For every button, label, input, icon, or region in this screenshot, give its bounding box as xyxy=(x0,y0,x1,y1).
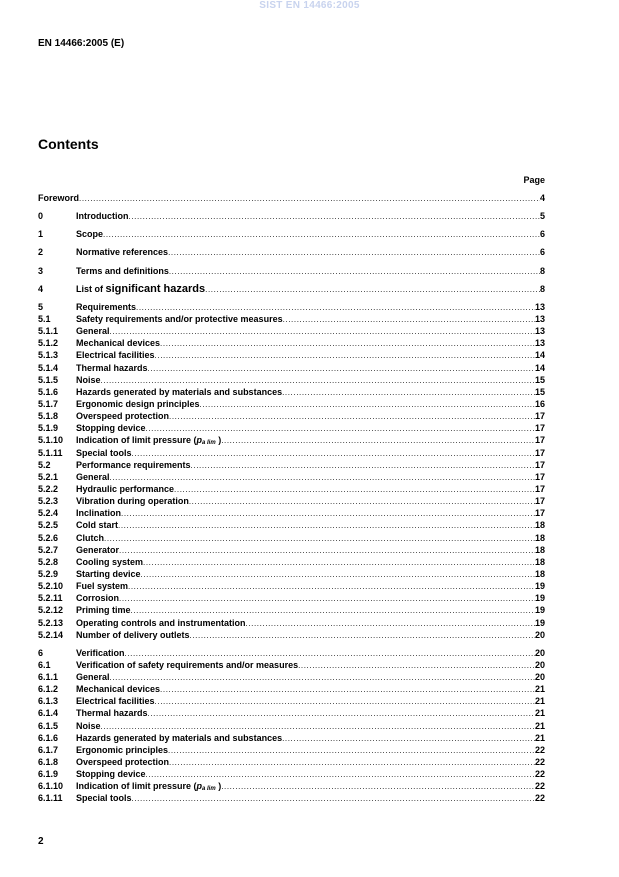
toc-entry-number: 6.1.6 xyxy=(38,732,59,743)
toc-entry-page: 21 xyxy=(534,708,545,719)
dot-leader xyxy=(190,630,535,642)
dot-leader xyxy=(132,793,535,805)
dot-leader xyxy=(79,193,540,205)
toc-entry[interactable] xyxy=(38,192,545,204)
toc-entry[interactable] xyxy=(38,265,545,277)
document-header: EN 14466:2005 (E) xyxy=(38,38,125,49)
toc-entry-title: Overspeed protection xyxy=(76,757,170,768)
toc-entry-page: 22 xyxy=(534,781,545,792)
toc-entry-number: 5.2.9 xyxy=(38,568,59,579)
toc-entry[interactable] xyxy=(38,720,545,732)
toc-entry-page: 8 xyxy=(539,265,545,276)
toc-entry[interactable] xyxy=(38,768,545,780)
toc-entry-number: 5.2.3 xyxy=(38,496,59,507)
toc-entry-number: 5.1.4 xyxy=(38,362,59,373)
dot-leader xyxy=(205,284,540,296)
contents-title: Contents xyxy=(38,136,99,152)
dot-leader xyxy=(298,660,535,672)
toc-entry-title: Special tools xyxy=(76,447,132,458)
toc-entry-number: 5.1.10 xyxy=(38,435,64,446)
toc-entry-page: 8 xyxy=(539,283,545,294)
dot-leader xyxy=(148,363,535,375)
dot-leader xyxy=(143,557,535,569)
toc-entry-number: 5.1.7 xyxy=(38,398,59,409)
toc-entry-title: Noise xyxy=(76,720,101,731)
toc-entry-number: 5.2.1 xyxy=(38,471,59,482)
toc-entry-page: 13 xyxy=(534,326,545,337)
toc-entry-title: Terms and definitions xyxy=(76,265,169,276)
toc-entry[interactable] xyxy=(38,756,545,768)
toc-entry-page: 17 xyxy=(534,496,545,507)
dot-leader xyxy=(104,533,535,545)
toc-entry-page: 21 xyxy=(534,696,545,707)
dot-leader xyxy=(119,545,535,557)
toc-entry[interactable] xyxy=(38,325,545,337)
toc-entry[interactable] xyxy=(38,313,545,325)
dot-leader xyxy=(168,247,540,259)
toc-entry-title: Electrical facilities xyxy=(76,696,155,707)
toc-entry-page: 4 xyxy=(539,193,545,203)
toc-entry-number: 5.2.13 xyxy=(38,617,64,628)
toc-entry-title: Noise xyxy=(76,374,101,385)
dot-leader xyxy=(148,708,535,720)
toc-entry-number: 5.1.1 xyxy=(38,326,59,337)
toc-entry-page: 21 xyxy=(534,732,545,743)
toc-entry-page: 22 xyxy=(534,744,545,755)
toc-entry-title: Verification of safety requirements and/or measures xyxy=(76,659,299,670)
toc-entry-title: Cold start xyxy=(76,520,119,531)
toc-entry-title: Indication of limit pressure ($p_{a lim}$ ) xyxy=(76,781,222,793)
toc-entry[interactable] xyxy=(38,362,545,374)
dot-leader xyxy=(119,593,535,605)
toc-entry[interactable] xyxy=(38,483,545,495)
toc-entry-title: Requirements xyxy=(76,301,137,312)
toc-entry-number: 6.1.3 xyxy=(38,696,59,707)
toc-entry-title: Special tools xyxy=(76,793,132,804)
toc-entry-page: 21 xyxy=(534,684,545,695)
toc-entry-title: Indication of limit pressure ($p_{a lim}$ ) xyxy=(76,435,222,447)
toc-entry[interactable] xyxy=(38,695,545,707)
toc-entry-title: Electrical facilities xyxy=(76,350,155,361)
toc-entry-number: 5.2 xyxy=(38,459,51,470)
toc-entry-title: Thermal hazards xyxy=(76,708,148,719)
toc-entry-page: 19 xyxy=(534,605,545,616)
toc-entry[interactable] xyxy=(38,386,545,398)
toc-entry-title: Verification xyxy=(76,647,125,658)
page-column-label: Page xyxy=(523,175,545,185)
dot-leader xyxy=(155,696,535,708)
toc-entry-title: General xyxy=(76,672,110,683)
toc-entry[interactable] xyxy=(38,792,545,804)
toc-entry[interactable] xyxy=(38,447,545,459)
toc-entry[interactable] xyxy=(38,647,545,659)
toc-entry-number: 2 xyxy=(38,247,44,258)
toc-entry[interactable] xyxy=(38,744,545,756)
toc-entry-number: 5.1.9 xyxy=(38,423,59,434)
dot-leader xyxy=(169,411,535,423)
toc-entry-title: Number of delivery outlets xyxy=(76,629,190,640)
toc-entry-page: 15 xyxy=(534,386,545,397)
toc-entry-number: 6.1.5 xyxy=(38,720,59,731)
toc-entry-number: 5.2.12 xyxy=(38,605,64,616)
dot-leader xyxy=(155,350,535,362)
toc-entry-number: 5.2.11 xyxy=(38,593,63,604)
toc-entry-page: 13 xyxy=(534,338,545,349)
toc-entry[interactable] xyxy=(38,780,545,792)
toc-entry-title: List of significant hazards xyxy=(76,282,206,295)
toc-entry-number: 5.2.10 xyxy=(38,581,64,592)
toc-entry-title: Inclination xyxy=(76,508,121,519)
toc-entry-page: 18 xyxy=(534,544,545,555)
dot-leader xyxy=(160,684,535,696)
toc-entry-number: 6 xyxy=(38,647,44,658)
page-number: 2 xyxy=(38,836,44,847)
toc-entry[interactable] xyxy=(38,495,545,507)
dot-leader xyxy=(141,569,535,581)
toc-entry-page: 17 xyxy=(534,435,545,446)
toc-entry[interactable] xyxy=(38,301,545,313)
toc-entry-number: 5.1.3 xyxy=(38,350,59,361)
toc-entry[interactable] xyxy=(38,337,545,349)
toc-entry-number: 6.1.8 xyxy=(38,757,59,768)
toc-entry-title: General xyxy=(76,471,110,482)
toc-entry-number: 5.2.7 xyxy=(38,544,59,555)
toc-entry-title: Safety requirements and/or protective measures xyxy=(76,313,283,324)
toc-entry[interactable] xyxy=(38,210,545,222)
toc-entry-page: 18 xyxy=(534,568,545,579)
toc-entry-page: 17 xyxy=(534,508,545,519)
toc-entry-page: 17 xyxy=(534,471,545,482)
toc-entry-page: 17 xyxy=(534,447,545,458)
toc-entry-number: 5.2.14 xyxy=(38,629,64,640)
toc-entry-page: 14 xyxy=(534,362,545,373)
toc-entry-title: General xyxy=(76,326,110,337)
watermark: SIST EN 14466:2005 xyxy=(259,0,360,11)
toc-entry-number: 6.1.7 xyxy=(38,744,59,755)
toc-entry-page: 5 xyxy=(539,211,545,222)
toc-entry-number: 5.1.8 xyxy=(38,411,59,422)
dot-leader xyxy=(282,733,535,745)
toc-entry-title: Hazards generated by materials and substances xyxy=(76,732,283,743)
toc-entry-page: 22 xyxy=(534,793,545,804)
toc-entry-number: 5.1.5 xyxy=(38,374,59,385)
toc-entry-page: 18 xyxy=(534,556,545,567)
dot-leader xyxy=(160,338,535,350)
toc-entry-page: 16 xyxy=(534,398,545,409)
toc-entry[interactable] xyxy=(38,349,545,361)
toc-entry-number: 6.1.10 xyxy=(38,781,64,792)
dot-leader xyxy=(103,229,540,241)
toc-entry[interactable] xyxy=(38,556,545,568)
toc-entry-page: 6 xyxy=(539,229,545,240)
toc-entry-title: Operating controls and instrumentation xyxy=(76,617,246,628)
toc-entry-number: 0 xyxy=(38,211,44,222)
toc-entry[interactable] xyxy=(38,374,545,386)
toc-entry[interactable] xyxy=(38,617,545,629)
toc-entry-title: Ergonomic design principles xyxy=(76,398,200,409)
toc-entry-page: 20 xyxy=(534,659,545,670)
toc-entry-title: Hydraulic performance xyxy=(76,483,175,494)
toc-entry-title: Ergonomic principles xyxy=(76,744,169,755)
toc-entry-number: 5.1.6 xyxy=(38,386,59,397)
toc-entry-title: Corrosion xyxy=(76,593,120,604)
toc-entry[interactable] xyxy=(38,246,545,258)
toc-entry-title: Vibration during operation xyxy=(76,496,189,507)
toc-entry-number: 6.1.11 xyxy=(38,793,63,804)
toc-entry[interactable] xyxy=(38,659,545,671)
dot-leader xyxy=(110,672,535,684)
toc-entry[interactable] xyxy=(38,471,545,483)
toc-entry-number: 3 xyxy=(38,265,44,276)
toc-entry-page: 17 xyxy=(534,423,545,434)
dot-leader xyxy=(168,745,535,757)
toc-entry[interactable] xyxy=(38,629,545,641)
toc-entry-page: 22 xyxy=(534,769,545,780)
toc-entry[interactable] xyxy=(38,459,545,471)
dot-leader xyxy=(200,399,535,411)
toc-entry[interactable] xyxy=(38,434,545,446)
toc-entry-title: Overspeed protection xyxy=(76,411,170,422)
toc-entry[interactable] xyxy=(38,519,545,531)
toc-entry-title: Foreword xyxy=(38,193,80,203)
toc-entry-title: Stopping device xyxy=(76,769,146,780)
toc-entry-title: Fuel system xyxy=(76,581,129,592)
dot-leader xyxy=(221,781,535,793)
toc-entry-title: Normative references xyxy=(76,247,169,258)
toc-entry[interactable] xyxy=(38,228,545,240)
toc-entry-title: Hazards generated by materials and substances xyxy=(76,386,283,397)
toc-entry-page: 6 xyxy=(539,247,545,258)
toc-entry-page: 19 xyxy=(534,593,545,604)
toc-entry-title: Clutch xyxy=(76,532,104,543)
toc-entry-page: 14 xyxy=(534,350,545,361)
toc-entry-number: 5.2.2 xyxy=(38,483,59,494)
toc-entry-number: 6.1.9 xyxy=(38,769,59,780)
toc-entry-number: 6.1 xyxy=(38,659,51,670)
table-of-contents xyxy=(38,192,545,805)
toc-entry[interactable] xyxy=(38,732,545,744)
toc-entry[interactable] xyxy=(38,410,545,422)
toc-entry-page: 19 xyxy=(534,617,545,628)
toc-entry-title: Mechanical devices xyxy=(76,338,161,349)
toc-entry-number: 5.2.4 xyxy=(38,508,59,519)
toc-entry-title: Priming time xyxy=(76,605,131,616)
toc-entry-number: 5.1.2 xyxy=(38,338,59,349)
dot-leader xyxy=(132,448,535,460)
dot-leader xyxy=(174,484,535,496)
toc-entry-title: Starting device xyxy=(76,568,141,579)
toc-entry[interactable] xyxy=(38,683,545,695)
toc-entry-title: Mechanical devices xyxy=(76,684,161,695)
toc-entry-page: 17 xyxy=(534,459,545,470)
dot-leader xyxy=(121,508,535,520)
dot-leader xyxy=(169,266,540,278)
toc-entry-number: 6.1.1 xyxy=(38,672,59,683)
dot-leader xyxy=(191,460,535,472)
dot-leader xyxy=(118,520,535,532)
toc-entry[interactable] xyxy=(38,707,545,719)
toc-entry-number: 5 xyxy=(38,301,44,312)
toc-entry-page: 17 xyxy=(534,483,545,494)
dot-leader xyxy=(221,435,535,447)
toc-entry-page: 18 xyxy=(534,520,545,531)
dot-leader xyxy=(189,496,535,508)
toc-entry-title: Stopping device xyxy=(76,423,146,434)
toc-entry[interactable] xyxy=(38,544,545,556)
toc-entry-number: 5.2.5 xyxy=(38,520,59,531)
toc-entry-title: Scope xyxy=(76,229,104,240)
dot-leader xyxy=(282,387,535,399)
toc-entry-page: 21 xyxy=(534,720,545,731)
toc-entry[interactable] xyxy=(38,507,545,519)
toc-entry-page: 20 xyxy=(534,629,545,640)
toc-entry[interactable] xyxy=(38,532,545,544)
dot-leader xyxy=(169,757,535,769)
dot-leader xyxy=(283,314,535,326)
toc-entry-page: 15 xyxy=(534,374,545,385)
toc-entry-title: Introduction xyxy=(76,211,129,222)
toc-entry[interactable] xyxy=(38,604,545,616)
toc-entry-page: 22 xyxy=(534,757,545,768)
toc-entry-page: 17 xyxy=(534,411,545,422)
toc-entry[interactable] xyxy=(38,568,545,580)
toc-entry-number: 5.2.6 xyxy=(38,532,59,543)
toc-entry-number: 5.2.8 xyxy=(38,556,59,567)
toc-entry-page: 13 xyxy=(534,301,545,312)
toc-entry-number: 1 xyxy=(38,229,44,240)
toc-entry-title: Performance requirements xyxy=(76,459,191,470)
toc-entry-page: 20 xyxy=(534,647,545,658)
toc-entry-number: 6.1.2 xyxy=(38,684,59,695)
toc-entry-number: 5.1 xyxy=(38,313,51,324)
toc-entry-title: Generator xyxy=(76,544,120,555)
toc-entry-page: 13 xyxy=(534,313,545,324)
toc-entry-number: 4 xyxy=(38,283,44,294)
toc-entry-number: 6.1.4 xyxy=(38,708,59,719)
toc-entry[interactable] xyxy=(38,592,545,604)
toc-entry[interactable] xyxy=(38,422,545,434)
toc-entry-title: Cooling system xyxy=(76,556,144,567)
toc-entry[interactable] xyxy=(38,671,545,683)
dot-leader xyxy=(128,581,535,593)
dot-leader xyxy=(246,618,535,630)
dot-leader xyxy=(129,211,540,223)
dot-leader xyxy=(110,326,535,338)
toc-entry[interactable] xyxy=(38,580,545,592)
toc-entry-page: 18 xyxy=(534,532,545,543)
toc-entry-page: 20 xyxy=(534,672,545,683)
toc-entry-title: Thermal hazards xyxy=(76,362,148,373)
toc-entry[interactable] xyxy=(38,398,545,410)
toc-entry[interactable] xyxy=(38,283,545,295)
toc-entry-number: 5.1.11 xyxy=(38,447,63,458)
toc-entry-page: 19 xyxy=(534,581,545,592)
